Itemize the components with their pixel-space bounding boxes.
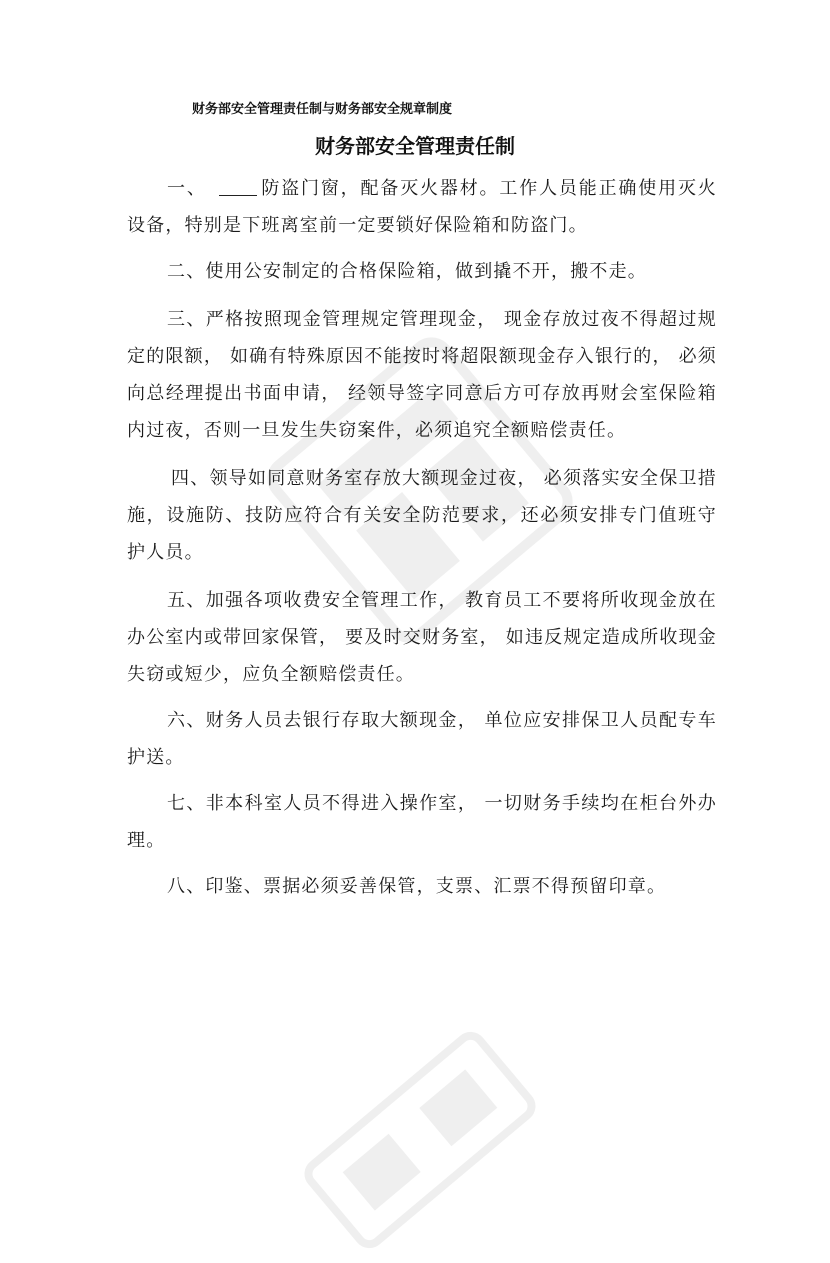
paragraph-4: 四、领导如同意财务室存放大额现金过夜， 必须落实安全保卫措施，设施防、技防应符合有关安全防范要求，还必须安排专门值班守护人员。 bbox=[127, 468, 717, 563]
paragraph-7: 七、非本科室人员不得进入操作室， 一切财务手续均在柜台外办理。 bbox=[127, 793, 717, 851]
document-body bbox=[127, 170, 717, 914]
paragraph-3: 三、严格按照现金管理规定管理现金， 现金存放过夜不得超过规定的限额， 如确有特殊原因不能按时将超限额现金存入银行的， 必须向总经理提出书面申请， 经领导签字同意后方可存放再财会室保险箱内过夜，否则一旦发生失窃案件，必须追究全额赔偿责任。 bbox=[127, 309, 717, 441]
document-subtitle: 财务部安全管理责任制与财务部安全规章制度 bbox=[192, 102, 453, 117]
paragraph-2: 二、使用公安制定的合格保险箱，做到撬不开，搬不走。 bbox=[167, 261, 647, 282]
fill-in-blank bbox=[219, 177, 257, 196]
paragraph-8: 八、印鉴、票据必须妥善保管，支票、汇票不得预留印章。 bbox=[167, 876, 667, 897]
watermark-icon bbox=[290, 1017, 551, 1263]
paragraph-5: 五、加强各项收费安全管理工作， 教育员工不要将所收现金放在办公室内或带回家保管， 要及时交财务室， 如违反规定造成所收现金失窃或短少，应负全额赔偿责任。 bbox=[127, 590, 717, 685]
document-title: 财务部安全管理责任制 bbox=[315, 134, 515, 158]
paragraph-1-prefix: 一、 bbox=[167, 178, 207, 199]
paragraph-1-text: 防盗门窗，配备灭火器材。工作人员能正确使用灭火设备，特别是下班离室前一定要锁好保险箱和防盗门。 bbox=[127, 178, 717, 236]
paragraph-6: 六、财务人员去银行存取大额现金， 单位应安排保卫人员配专车护送。 bbox=[127, 710, 717, 768]
paragraph-1 bbox=[127, 170, 717, 244]
